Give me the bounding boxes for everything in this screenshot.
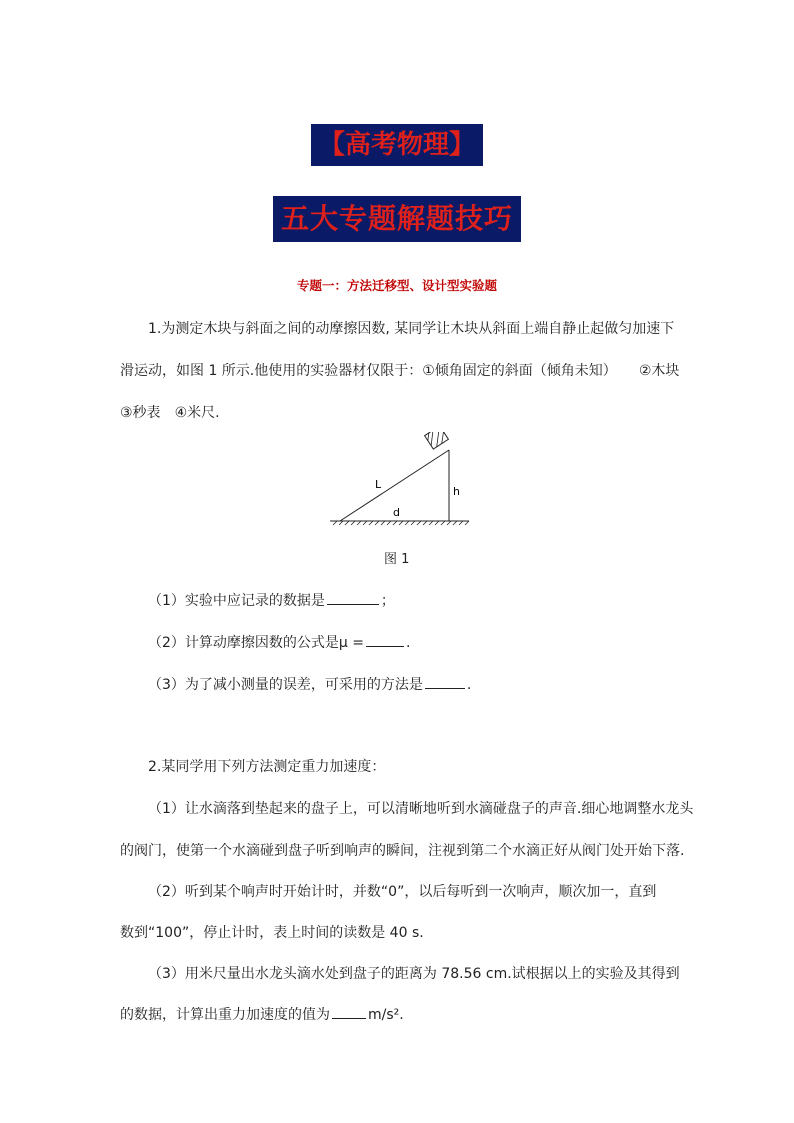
q1-sub3-end: . xyxy=(466,677,472,693)
label-L: L xyxy=(375,478,382,491)
incline-figure xyxy=(325,432,475,532)
q2-p3b-end: m/s². xyxy=(368,1007,404,1023)
q1-line2b: ②木块 xyxy=(638,363,680,379)
answer-blank xyxy=(425,676,465,689)
q2-p1a: （1）让水滴落到垫起来的盘子上，可以清晰地听到水滴碰盘子的声音.细心地调整水龙头 xyxy=(148,801,694,817)
q1-line2 xyxy=(120,360,679,380)
q2-p3b xyxy=(120,1004,404,1024)
q2-p1b: 的阀门，使第一个水滴碰到盘子听到响声的瞬间，注视到第二个水滴正好从阀门处开始下落. xyxy=(120,843,685,859)
answer-blank xyxy=(332,1006,366,1019)
label-h: h xyxy=(453,485,460,498)
answer-blank xyxy=(327,592,379,605)
q1-sub3 xyxy=(148,674,471,694)
answer-blank xyxy=(366,634,404,647)
q2-p3b-text: 的数据，计算出重力加速度的值为 xyxy=(120,1007,330,1023)
label-d: d xyxy=(393,506,400,519)
title-sub: 五大专题解题技巧 xyxy=(273,196,521,242)
q1-line3b: ④米尺. xyxy=(174,405,220,421)
q1-line1: 1.为测定木块与斜面之间的动摩擦因数, 某同学让木块从斜面上端自静止起做匀加速下 xyxy=(148,321,675,337)
q2-p2b: 数到“100”，停止计时，表上时间的读数是 40 s. xyxy=(120,925,424,941)
q2-p2a: （2）听到某个响声时开始计时，并数“0”，以后每听到一次响声，顺次加一，直到 xyxy=(148,884,657,900)
q1-line3 xyxy=(120,402,220,422)
q2-line1: 2.某同学用下列方法测定重力加速度： xyxy=(148,759,386,775)
q1-sub1 xyxy=(148,590,395,610)
q1-line2a: 滑运动，如图 1 所示.他使用的实验器材仅限于：①倾角固定的斜面（倾角未知） xyxy=(120,363,617,379)
q1-line3a: ③秒表 xyxy=(120,405,161,421)
section-heading: 专题一：方法迁移型、设计型实验题 xyxy=(296,278,497,293)
q1-sub2 xyxy=(148,632,410,652)
ground-hatching xyxy=(333,521,469,525)
q1-sub1-end: ； xyxy=(380,593,395,609)
q1-sub3-text: （3）为了减小测量的误差，可采用的方法是 xyxy=(148,677,423,693)
wood-block xyxy=(425,432,449,449)
q1-sub2-text: （2）计算动摩擦因数的公式是μ = xyxy=(148,635,364,651)
q2-p3a: （3）用米尺量出水龙头滴水处到盘子的距离为 78.56 cm.试根据以上的实验及其得到 xyxy=(148,966,680,982)
figure-caption: 图 1 xyxy=(384,552,410,567)
title-main: 【高考物理】 xyxy=(311,124,483,166)
q1-sub1-text: （1）实验中应记录的数据是 xyxy=(148,593,325,609)
q1-sub2-end: . xyxy=(406,635,411,651)
